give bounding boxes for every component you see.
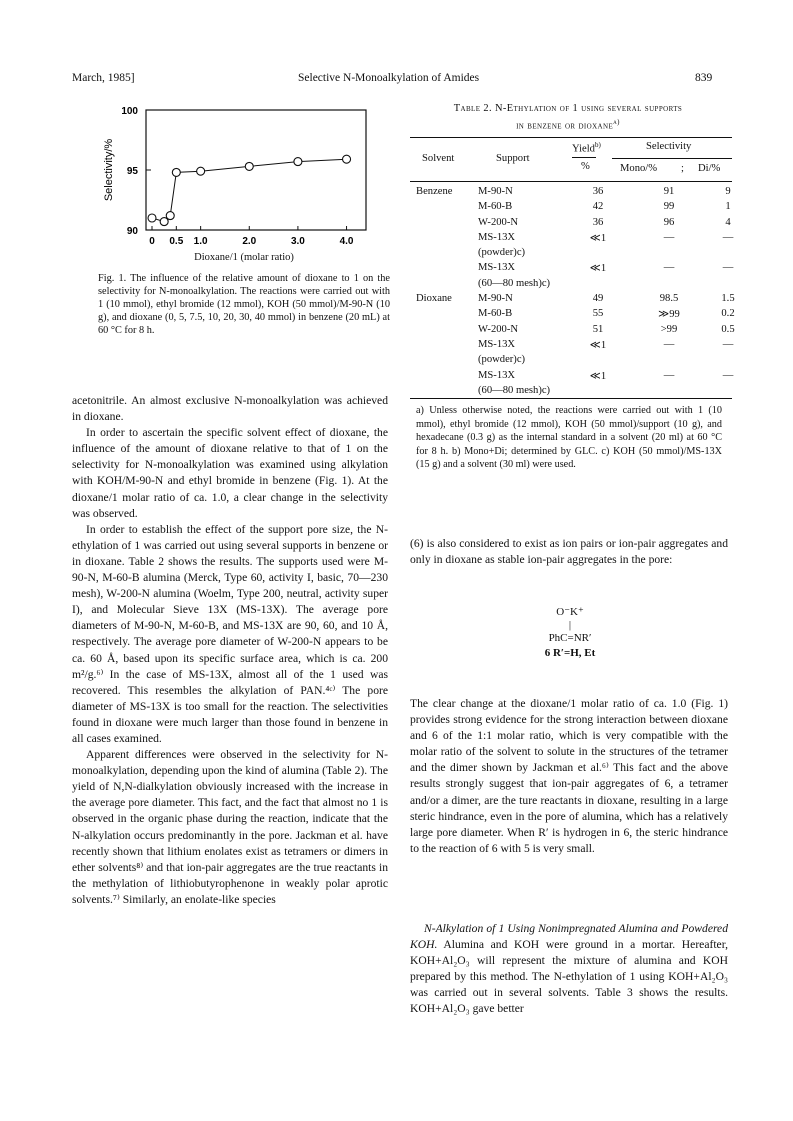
- cell-support: W-200-N: [478, 323, 519, 335]
- table-row: [416, 201, 746, 216]
- cell-support: MS-13X: [478, 231, 516, 243]
- cell-di: [710, 354, 746, 369]
- cell-di: —: [722, 231, 734, 243]
- table-title-line1: Table 2. N-Ethylation of 1 using several supports: [453, 103, 683, 114]
- cell-di: 0.2: [721, 308, 735, 320]
- table-row: [416, 385, 746, 400]
- structure-imine: PhC=NR′: [548, 632, 592, 644]
- cell-solvent: [416, 278, 478, 293]
- y-axis-label: Selectivity/%: [103, 138, 115, 202]
- data-point: [166, 212, 174, 220]
- table-header-rule: [410, 181, 732, 182]
- cell-support: (powder)c): [478, 247, 526, 259]
- table-row: [416, 232, 746, 247]
- cell-mono: —: [663, 369, 675, 381]
- col-yield: [572, 141, 601, 155]
- cell-support: M-60-B: [478, 201, 513, 213]
- table-title: [410, 103, 726, 114]
- col-yield-label: Yield: [572, 143, 595, 155]
- cell-support: MS-13X: [478, 262, 516, 274]
- cell-di: 1: [725, 201, 731, 213]
- cell-solvent: Benzene: [416, 186, 453, 197]
- table-title-2: [410, 118, 726, 131]
- cell-support: MS-13X: [478, 369, 516, 381]
- cell-di: 0.5: [721, 323, 735, 335]
- structure-ok: O⁻K⁺: [556, 606, 584, 618]
- cell-mono: [628, 385, 710, 400]
- section-heading: N-Alkylation of 1 Using Nonimpregnated Alumina and Powdered KOH.: [410, 922, 728, 952]
- table-top-rule: [410, 137, 732, 138]
- paragraph: Apparent differences were observed in the selectivity for N-monoalkylation, depending upon the kind of alumina (Table 2). The yield of N,N-dialkylation obviously increased with the increase in the average pore diameter. This fact, and the fact that almost no 1 is observed in the organic phase during the reaction, indicate that the N-alkylation occurs predominantly in the pore. Jackman et al. have recently shown that lithium enolates exist as tetramers or dimers in ether solvents⁸⁾ and that ion-pair aggregates are the true reactants in the methylation of lithiobutyrophenone in weakly polar aprotic solvents.⁷⁾ Similarly, an enolate-like species: [72, 748, 388, 906]
- col-support: Support: [496, 153, 530, 164]
- cell-di: [710, 247, 746, 262]
- table-row: [416, 293, 746, 308]
- cell-yield: 55: [592, 308, 604, 320]
- cell-di: [710, 278, 746, 293]
- cell-solvent: [416, 308, 478, 323]
- col-solvent: Solvent: [422, 153, 455, 164]
- cell-mono: [628, 278, 710, 293]
- data-point: [294, 158, 302, 166]
- cell-mono: >99: [660, 323, 678, 335]
- data-point: [343, 155, 351, 163]
- cell-solvent: [416, 324, 478, 339]
- cell-solvent: [416, 201, 478, 216]
- cell-support: (60—80 mesh)c): [478, 384, 551, 396]
- section-body: Alumina and KOH were ground in a mortar. Hereafter, KOH+Al₂O₃ will represent the mixture of alumina and KOH prepared by this method. The N-ethylation of 1 using KOH+Al₂O₃ was carried out in several solvents. Table 3 shows the results. KOH+Al₂O₃ gave better: [410, 938, 728, 1016]
- col-selectivity: Selectivity: [646, 141, 692, 152]
- cell-yield: ≪1: [589, 263, 607, 275]
- data-point: [172, 168, 180, 176]
- figure-caption: Fig. 1. The influence of the relative amount of dioxane to 1 on the selectivity for N-monoalkylation. The reactions were carried out with 1 (10 mmol), ethyl bromide (12 mmol), KOH (50 mmol)/M-90-N (10 g), and dioxane (0, 5, 7.5, 10, 20, 30, 40 mmol) in benzene (20 mL) at 60 °C for 8 h.: [98, 273, 390, 337]
- cell-solvent: Dioxane: [416, 293, 452, 305]
- right-paragraph-2: The clear change at the dioxane/1 molar ratio of ca. 1.0 (Fig. 1) provides strong evidence for the strong interaction between dioxane and 6 of the 1:1 molar ratio, which is very compatible with the molar ratio of the solvent to solute in the structures of the tetramer and the dimer shown by Jackman et al.⁶⁾ This fact and the above results strongly suggest that ion-pair aggregates of 6, a tetramer and/or a dimer, are the ture reactants in dioxane, resulting in a large steric hindrance, even in the pore of alumina, which has a relatively large pore diameter. When R′ is hydrogen in 6, the steric hindrance to the reaction of 6 with 5 is very small.: [410, 697, 728, 855]
- col-mono: Mono/%: [620, 163, 658, 174]
- cell-mono: [628, 247, 710, 262]
- cell-yield: ≪1: [589, 370, 607, 382]
- cell-yield: 42: [592, 201, 604, 213]
- cell-yield: [568, 278, 628, 293]
- cell-mono: 96: [663, 216, 675, 228]
- cell-yield: [568, 247, 628, 262]
- table-row: [416, 278, 746, 293]
- cell-yield: 36: [592, 216, 604, 228]
- cell-support: M-60-B: [478, 308, 513, 320]
- header-left: March, 1985]: [72, 72, 135, 84]
- x-tick-label: 0.5: [169, 236, 184, 247]
- header-title: Selective N-Monoalkylation of Amides: [298, 72, 480, 84]
- paragraph: acetonitrile. An almost exclusive N-monoalkylation was achieved in dioxane.: [72, 394, 388, 424]
- left-column: [72, 393, 388, 908]
- x-tick-label: 0: [149, 236, 155, 247]
- structure-label: 6 R′=H, Et: [544, 647, 596, 659]
- data-point: [197, 167, 205, 175]
- col-di: Di/%: [698, 163, 721, 174]
- table-row: [416, 186, 746, 201]
- selectivity-table: [416, 186, 746, 400]
- cell-mono: 98.5: [659, 293, 679, 305]
- cell-solvent: [416, 247, 478, 262]
- cell-yield: [568, 354, 628, 369]
- cell-support: (powder)c): [478, 354, 526, 366]
- cell-mono: [628, 354, 710, 369]
- cell-di: [710, 385, 746, 400]
- section-nonimpregnated: [410, 921, 728, 1018]
- cell-solvent: [416, 370, 478, 385]
- col-yield-unit: %: [581, 161, 590, 172]
- x-tick-label: 3.0: [290, 236, 305, 247]
- page-number: 839: [695, 72, 713, 84]
- right-paragraph-1: (6) is also considered to exist as ion pairs or ion-pair aggregates and only in dioxane as stable ion-pair aggregates in the pore:: [410, 537, 728, 567]
- cell-yield: [568, 385, 628, 400]
- cell-yield: 49: [592, 293, 604, 305]
- x-tick-label: 1.0: [193, 236, 208, 247]
- cell-mono: 91: [663, 186, 675, 197]
- table-row: [416, 217, 746, 232]
- table-row: [416, 370, 746, 385]
- table-row: [416, 247, 746, 262]
- selectivity-rule: [612, 158, 732, 159]
- cell-solvent: [416, 354, 478, 369]
- table-title-line2: in benzene or dioxane: [516, 120, 614, 132]
- structure-6: [530, 606, 610, 660]
- paragraph: In order to ascertain the specific solvent effect of dioxane, the influence of the amount of dioxane relative to that of 1 on the selectivity for N-monoalkylation was examined using alkylation with KOH/M-90-N and ethyl bromide in benzene (Fig. 1). At the dioxane/1 molar ratio of ca. 1.0, a clear change in the selectivity was observed.: [72, 426, 388, 520]
- table-row: [416, 339, 746, 354]
- cell-mono: —: [663, 262, 675, 274]
- cell-mono: —: [663, 338, 675, 350]
- table-footnote: a) Unless otherwise noted, the reactions were carried out with 1 (10 mmol), ethyl bromide (12 mmol), KOH (50 mmol)/support (10 g), and hexadecane (0.3 g) as the internal standard in a solvent (20 ml) at 60 °C for 8 h. b) Mono+Di; determined by GLC. c) KOH (50 mmol)/MS-13X (15 g) and a solvent (30 ml) were used.: [416, 405, 722, 471]
- cell-di: 9: [725, 186, 731, 197]
- cell-support: (60—80 mesh)c): [478, 277, 551, 289]
- table-row: [416, 324, 746, 339]
- cell-yield: 51: [592, 323, 604, 335]
- cell-solvent: [416, 385, 478, 400]
- cell-di: 1.5: [721, 293, 735, 305]
- table-row: [416, 308, 746, 323]
- cell-mono: 99: [663, 201, 675, 213]
- x-axis-label: Dioxane/1 (molar ratio): [194, 252, 294, 263]
- y-tick-label: 90: [126, 226, 138, 237]
- table-row: [416, 262, 746, 277]
- data-point: [245, 162, 253, 170]
- cell-di: —: [722, 369, 734, 381]
- cell-solvent: [416, 232, 478, 247]
- structure-bond: |: [568, 619, 572, 631]
- data-point: [148, 214, 156, 222]
- cell-support: W-200-N: [478, 216, 519, 228]
- cell-solvent: [416, 262, 478, 277]
- cell-mono: —: [663, 231, 675, 243]
- x-tick-label: 4.0: [339, 236, 354, 247]
- cell-di: —: [722, 338, 734, 350]
- x-tick-label: 2.0: [242, 236, 257, 247]
- cell-yield: 36: [592, 186, 604, 197]
- table-row: [416, 354, 746, 369]
- data-point: [160, 218, 168, 226]
- cell-support: MS-13X: [478, 338, 516, 350]
- cell-support: M-90-N: [478, 186, 513, 197]
- cell-mono: ≫99: [658, 309, 680, 321]
- y-tick-label: 95: [126, 166, 138, 177]
- cell-solvent: [416, 339, 478, 354]
- cell-di: —: [722, 262, 734, 274]
- cell-solvent: [416, 217, 478, 232]
- col-separator: ;: [681, 163, 684, 174]
- yield-underline: [572, 157, 596, 158]
- cell-support: M-90-N: [478, 293, 513, 305]
- cell-yield: ≪1: [589, 232, 607, 244]
- col-yield-sup: b): [594, 141, 601, 149]
- selectivity-chart: [98, 100, 390, 262]
- cell-yield: ≪1: [589, 339, 607, 351]
- y-tick-label: 100: [121, 106, 138, 117]
- cell-di: 4: [725, 216, 731, 228]
- table-title-sup: a): [613, 118, 620, 126]
- paragraph: In order to establish the effect of the support pore size, the N-ethylation of 1 was carried out using several supports in benzene or in dioxane. Table 2 shows the results. The supports used were M-90-N, M-60-B alumina (Merck, Type 60, activity I, basic, 70—230 mesh), W-200-N alumina (Woelm, Type 200, neutral, activity super I), and Molecular Sieve 13X (MS-13X). The average pore diameters of M-90-N, M-60-B, and MS-13X are 90, 60, and 10 Å, respectively. The average pore diameter of W-200-N appears to be ca. 60 Å, based upon its specific surface area, which is ca. 200 m²/g.⁶⁾ In the case of MS-13X, almost all of the 1 used was recovered. This resembles the alkylation of PAN.⁴ᶜ⁾ The pore diameter of MS-13X is too small for the reaction. The selectivities found in dioxane were much larger than those found in benzene in all cases examined.: [72, 522, 388, 745]
